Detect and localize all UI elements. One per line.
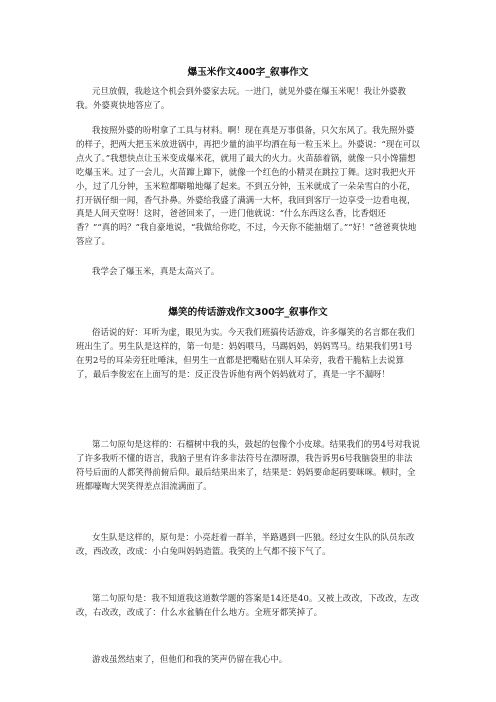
article-title: 爆笑的传话游戏作文300字_叙事作文 — [168, 307, 328, 318]
paragraph: 第二句原句是：我不知道我这道数学题的答案是14还是40。又被上改改，下改改，左改改，右改改，改成了：什么水盆躺在什么地方。全班牙都笑掉了。 — [76, 593, 420, 617]
paragraph: 元旦放假，我趁这个机会到外婆家去玩。一进门，就见外婆在爆玉米呢！我让外婆教我。外婆爽快地答应了。 — [76, 86, 407, 110]
paragraph: 第二句原句是这样的：石榴树中我的头，鼓起的包像个小皮球。结果我们的男4号对我说了许多我听不懂的语言，我脑子里有许多非法符号在漂呀漂，我告诉男6号我脑袋里的非法符号后面的人都笑得前俯后仰。最后结果出来了，结果是：妈妈要命起码要咪咪。顿时，全班都嚎啕大哭笑得差点泪流满面了。 — [76, 439, 420, 491]
paragraph: 游戏虽然结束了，但他们和我的笑声仍留在我心中。 — [92, 654, 288, 664]
paragraph: 我学会了爆玉米，真是太高兴了。 — [92, 266, 220, 276]
paragraph: 俗话说的好：耳听为虚，眼见为实。今天我们班搞传话游戏，许多爆笑的名言都在我们班出生了。男生队是这样的，第一句是：妈妈喂马，马踢妈妈，妈妈骂马。结果我们男1号在男2号的耳朵旁狂吐唾沫，但男生一直都是把嘴贴在别人耳朵旁，我看干脆粘上去说算了，最后李俊宏在上面写的是：反正没告诉他有两个妈妈就对了，真是一字不漏呀！ — [76, 327, 415, 379]
article-title: 爆玉米作文400字_叙事作文 — [187, 67, 309, 78]
paragraph: 女生队是这样的，原句是：小亮赶着一群羊，半路遇到一匹狼。经过女生队的队员东改改，西改改，改成：小白兔叫妈妈造篮。我笑的上气都不接下气了。 — [76, 532, 415, 556]
paragraph: 我按照外婆的吩咐拿了工具与材料。啊！现在真是万事俱备，只欠东风了。我先照外婆的样子，把两大把玉米放进锅中，再把少量的油平均洒在每一粒玉米上。外婆说：“现在可以点火了。”我想快点让玉米变成爆米花，就用了最大的火力。火苗舔着锅，就像一只小馋猫想吃爆玉米。过了一会儿，火苗蹿上蹿下，就像一个红色的小精灵在跳拉丁舞。这时我把火开小，过了几分钟，玉米粒都噼啪地爆了起来。不到五分钟，玉米就成了一朵朵雪白的小花，打开锅仔细一闻，香气扑鼻。外婆给我盛了满满一大杯，我回到客厅一边享受一边看电视，真是人间天堂呀！这时，爸爸回来了，一进门他就说：“什么东西这么香，比香烟还香？”“真的吗？”我自豪地说，“我做给你吃，不过，今天你不能抽烟了。”“好！”爸爸爽快地答应了。 — [76, 125, 420, 247]
